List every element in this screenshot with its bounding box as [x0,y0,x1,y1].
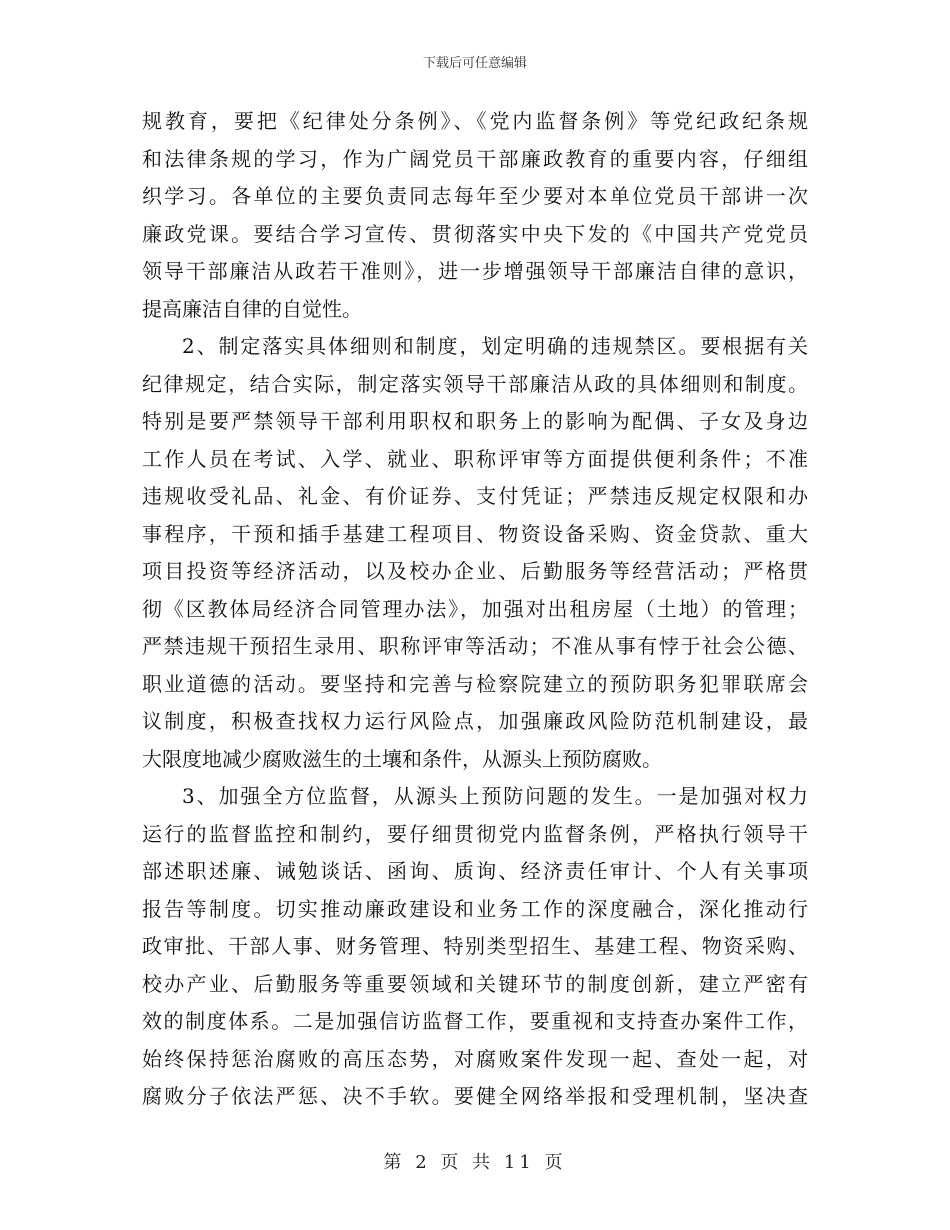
text-line: 项目投资等经济活动，以及校办企业、后勤服务等经营活动；严格贯 [142,559,808,583]
text-line: 织学习。各单位的主要负责同志每年至少要对本单位党员干部讲一次 [142,184,808,208]
text-line: 报告等制度。切实推动廉政建设和业务工作的深度融合，深化推动行 [142,896,808,921]
text-line: 廉政党课。要结合学习宣传、贯彻落实中央下发的《中国共产党党员 [142,221,808,246]
paragraph-start-line: 3、加强全方位监督，从源头上预防问题的发生。一是加强对权力 [182,784,808,808]
text-line: 校办产业、后勤服务等重要领域和关键环节的制度创新，建立严密有 [142,971,808,996]
text-line: 严禁违规干预招生录用、职称评审等活动；不准从事有悖于社会公德、 [142,634,808,658]
text-line: 特别是要严禁领导干部利用职权和职务上的影响为配偶、子女及身边 [142,409,808,433]
text-line: 效的制度体系。二是加强信访监督工作，要重视和支持查办案件工作， [142,1009,808,1033]
text-line: 政审批、干部人事、财务管理、特别类型招生、基建工程、物资采购、 [142,934,808,958]
paragraph-start-line: 2、制定落实具体细则和制度，划定明确的违规禁区。要根据有关 [182,334,808,358]
text-line: 职业道德的活动。要坚持和完善与检察院建立的预防职务犯罪联席会 [142,671,808,696]
text-line: 腐败分子依法严惩、决不手软。要健全网络举报和受理机制，坚决查 [142,1084,808,1108]
text-line: 大限度地减少腐败滋生的土壤和条件，从源头上预防腐败。 [142,746,662,771]
text-line: 工作人员在考试、入学、就业、职称评审等方面提供便利条件；不准 [142,446,808,471]
text-line: 议制度，积极查找权力运行风险点，加强廉政风险防范机制建设，最 [142,709,808,733]
text-line: 违规收受礼品、礼金、有价证券、支付凭证；严禁违反规定权限和办 [142,484,808,508]
text-line: 彻《区教体局经济合同管理办法》，加强对出租房屋（土地）的管理； [142,596,808,621]
text-line: 领导干部廉洁从政若干准则》，进一步增强领导干部廉洁自律的意识， [142,259,808,283]
text-line: 事程序，干预和插手基建工程项目、物资设备采购、资金贷款、重大 [142,521,808,546]
text-line: 规教育，要把《纪律处分条例》、《党内监督条例》等党纪政纪条规 [142,109,808,133]
page-header: 下载后可任意编辑 [422,56,527,71]
text-line: 始终保持惩治腐败的高压态势，对腐败案件发现一起、查处一起，对 [142,1046,808,1071]
page-number-footer: 第 2 页 共 11 页 [383,1152,567,1173]
text-line: 提高廉洁自律的自觉性。 [142,296,362,321]
text-line: 纪律规定，结合实际，制定落实领导干部廉洁从政的具体细则和制度。 [142,371,808,396]
document-body [142,103,808,1116]
text-line: 和法律条规的学习，作为广阔党员干部廉政教育的重要内容，仔细组 [142,146,808,171]
text-line: 运行的监督监控和制约，要仔细贯彻党内监督条例，严格执行领导干 [142,821,808,846]
text-line: 部述职述廉、诫勉谈话、函询、质询、经济责任审计、个人有关事项 [142,859,808,883]
